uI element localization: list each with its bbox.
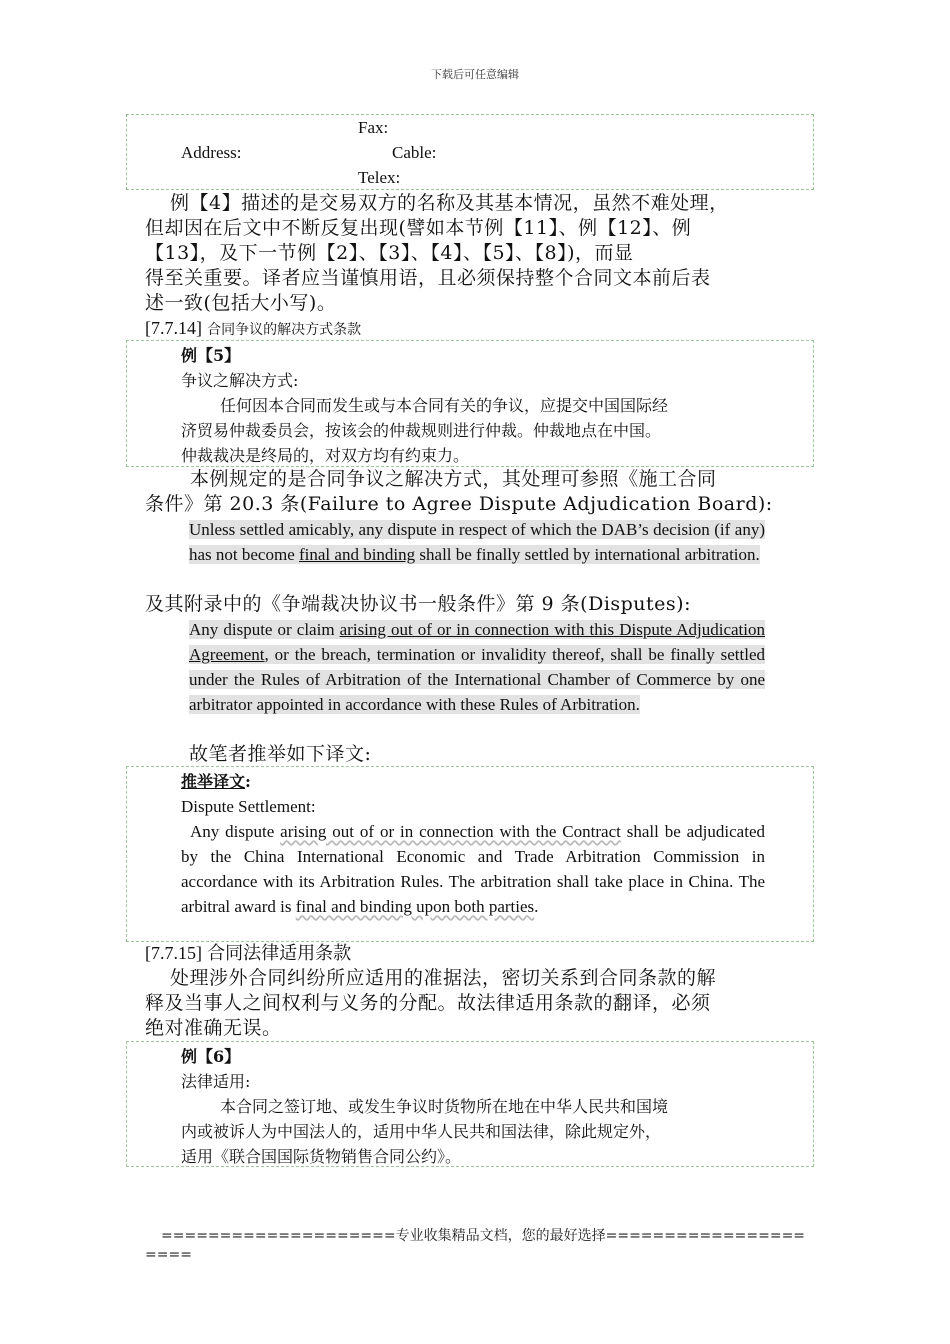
text-line: 释及当事人之间权利与义务的分配。故法律适用条款的翻译，必须 — [145, 992, 711, 1014]
example6-label: 例【6】 — [181, 1047, 241, 1066]
quote-underlined-text: arising out of or in connection with this Dispute Adjudication Agreement — [189, 620, 765, 664]
example6-box — [126, 1041, 814, 1167]
quote-text: , or the breach, termination or invalidity thereof, shall be finally settled under the Rules of Arbitration of the International Chamber of Commerce by one arbitrator appointed in accordance with these Rules of Arbitration. — [189, 645, 765, 714]
recommended-text-part: . — [534, 897, 539, 916]
recommended-label-text: 推举译文 — [181, 772, 246, 791]
quote-disputes-clause — [189, 617, 765, 717]
recommended-heading: Dispute Settlement: — [181, 797, 316, 816]
section-number: [7.7.14] — [145, 318, 202, 338]
example5-box — [126, 340, 814, 467]
text-line: 述一致(包括大小写)。 — [145, 292, 337, 314]
text-line: 本例规定的是合同争议之解决方式，其处理可参照《施工合同 — [190, 468, 717, 490]
quote-text: Any dispute or claim — [189, 620, 340, 639]
header-note: 下载后可任意编辑 — [431, 68, 519, 81]
example5-heading: 争议之解决方式: — [181, 371, 299, 390]
text-line: 条件》第 20.3 条(Failure to Agree Dispute Adjudication Board): — [145, 493, 773, 515]
recommended-wavy-text: final and binding upon both parties — [295, 897, 535, 916]
text-line: 但却因在后文中不断反复出现(譬如本节例【11】、例【12】、例 — [145, 217, 692, 239]
paragraph-appendix-note: 及其附录中的《争端裁决协议书一般条件》第 9 条(Disputes): — [145, 593, 691, 615]
example6-line: 本合同之签订地、或发生争议时货物所在地在中华人民共和国境 — [220, 1097, 669, 1116]
quote-text: shall be finally settled by international arbitration. — [415, 545, 760, 564]
cable-label: Cable: — [392, 143, 437, 162]
quote-dab-clause — [189, 517, 765, 567]
recommended-translation-box — [126, 766, 814, 942]
quote-text: Unless settled amicably, any dispute in respect of which the DAB’s decision (if any) has not become — [189, 520, 765, 564]
recommended-wavy-text: arising out of or in connection with the Contract — [280, 822, 621, 841]
recommended-text-part: Any dispute — [190, 822, 281, 841]
footer-banner: ====================专业收集精品文档，您的最好选择===================== — [145, 1228, 806, 1263]
paragraph-governing-law-note — [145, 966, 825, 1041]
paragraph-example4-note — [145, 191, 825, 316]
recommended-text-part: shall be adjudicated by the China International Economic and Trade Arbitration Commission in accordance with its Arbitration Rules. The arbitration shall take place in China. The arbitral award is — [181, 822, 765, 916]
telex-label: Telex: — [358, 168, 401, 187]
contact-box — [126, 114, 814, 190]
text-line: 处理涉外合同纠纷所应适用的准据法，密切关系到合同条款的解 — [170, 967, 717, 989]
section-number: [7.7.15] — [145, 943, 202, 963]
example6-line: 内或被诉人为中国法人的，适用中华人民共和国法律，除此规定外， — [181, 1122, 662, 1141]
paragraph-recommend-note: 故笔者推举如下译文: — [189, 743, 372, 765]
example5-line: 任何因本合同而发生或与本合同有关的争议，应提交中国国际经 — [220, 396, 669, 415]
recommended-label — [181, 769, 251, 794]
text-line: 绝对准确无误。 — [145, 1017, 282, 1039]
example6-line: 适用《联合国国际货物销售合同公约》。 — [181, 1147, 462, 1166]
section-heading-7-7-15 — [145, 941, 351, 966]
recommended-text — [181, 819, 765, 919]
paragraph-example5-note — [145, 467, 825, 517]
address-label: Address: — [181, 143, 242, 162]
text-line: 得至关重要。译者应当谨慎用语，且必须保持整个合同文本前后表 — [145, 267, 711, 289]
section-title: 合同法律适用条款 — [207, 943, 352, 964]
section-heading-7-7-14 — [145, 316, 361, 343]
section-title: 合同争议的解决方式条款 — [207, 322, 362, 338]
quote-underlined-text: final and binding — [299, 545, 416, 564]
recommended-label-colon: : — [245, 772, 251, 791]
example5-line: 济贸易仲裁委员会，按该会的仲裁规则进行仲裁。仲裁地点在中国。 — [181, 421, 662, 440]
fax-label: Fax: — [358, 118, 389, 137]
example6-heading: 法律适用: — [181, 1072, 251, 1091]
text-line: 【13】，及下一节例【2】、【3】、【4】、【5】、【8】)，而显 — [145, 242, 634, 264]
example5-line: 仲裁裁决是终局的，对双方均有约束力。 — [181, 446, 470, 465]
example5-label: 例【5】 — [181, 346, 241, 365]
text-line: 例【4】描述的是交易双方的名称及其基本情况，虽然不难处理， — [170, 192, 729, 214]
